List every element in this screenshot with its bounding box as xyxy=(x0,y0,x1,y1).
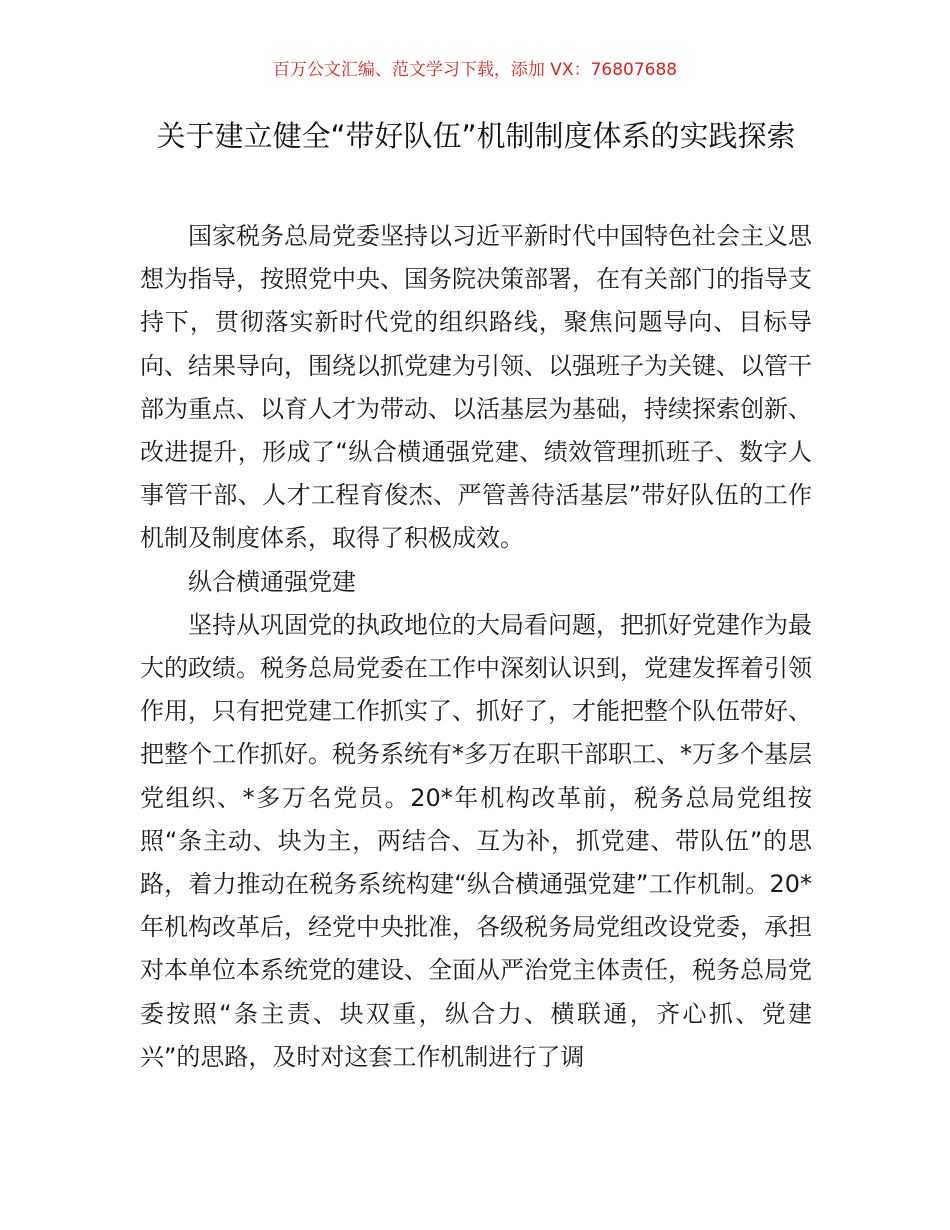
section-paragraph: 坚持从巩固党的执政地位的大局看问题，把抓好党建作为最大的政绩。税务总局党委在工作中深刻认识到，党建发挥着引领作用，只有把党建工作抓实了、抓好了，才能把整个队伍带好、把整个工作抓好。税务系统有*多万在职干部职工、*万多个基层党组织、*多万名党员。20*年机构改革前，税务总局党组按照“条主动、块为主，两结合、互为补，抓党建、带队伍”的思路，着力推动在税务系统构建“纵合横通强党建”工作机制。20*年机构改革后，经党中央批准，各级税务局党组改设党委，承担对本单位本系统党的建设、全面从严治党主体责任，税务总局党委按照“条主责、块双重，纵合力、横联通，齐心抓、党建兴”的思路，及时对这套工作机制进行了调 xyxy=(140,610,812,1071)
section-heading: 纵合横通强党建 xyxy=(188,567,356,596)
header-watermark-note: 百万公文汇编、范文学习下载，添加 VX：76807688 xyxy=(272,60,678,80)
intro-paragraph: 国家税务总局党委坚持以习近平新时代中国特色社会主义思想为指导，按照党中央、国务院决策部署，在有关部门的指导支持下，贯彻落实新时代党的组织路线，聚焦问题导向、目标导向、结果导向，围绕以抓党建为引领、以强班子为关键、以管干部为重点、以育人才为带动、以活基层为基础，持续探索创新、改进提升，形成了“纵合横通强党建、绩效管理抓班子、数字人事管干部、人才工程育俊杰、严管善待活基层”带好队伍的工作机制及制度体系，取得了积极成效。 xyxy=(140,222,812,553)
document-body xyxy=(140,215,812,1079)
document-title: 关于建立健全“带好队伍”机制制度体系的实践探索 xyxy=(156,119,796,153)
